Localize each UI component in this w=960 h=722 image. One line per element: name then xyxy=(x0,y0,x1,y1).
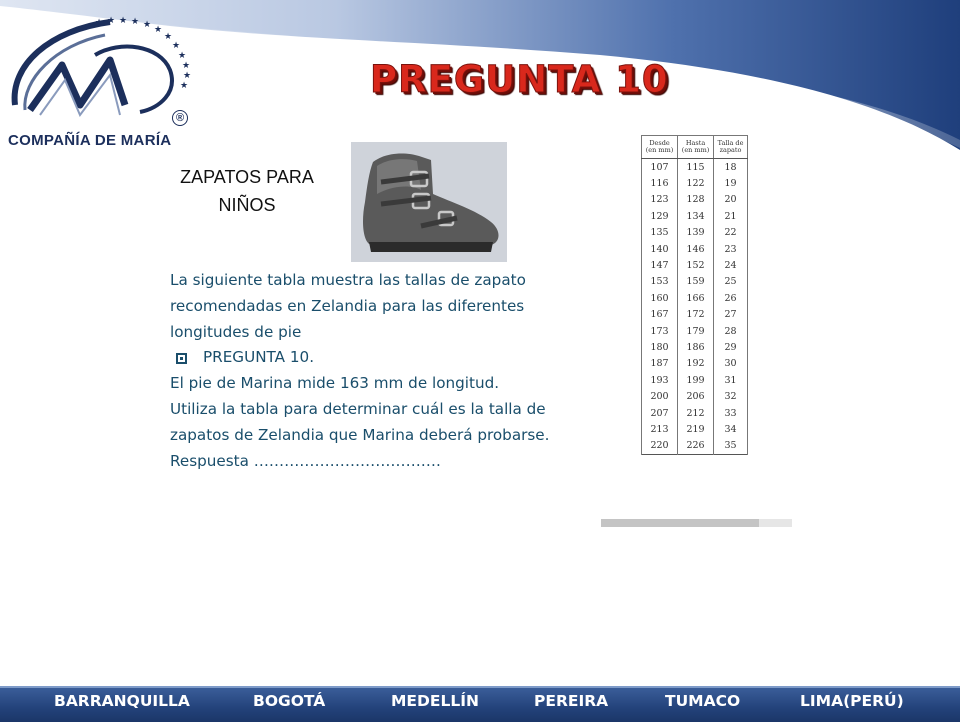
cell-talla: 23 xyxy=(714,241,748,257)
svg-text:★: ★ xyxy=(178,51,187,61)
table-row xyxy=(642,274,748,290)
svg-text:★: ★ xyxy=(119,16,128,26)
boot-icon xyxy=(351,142,507,262)
table-row xyxy=(642,421,748,437)
scrollbar-thumb[interactable] xyxy=(601,519,759,527)
cell-desde: 160 xyxy=(642,290,678,306)
cell-talla: 19 xyxy=(714,175,748,191)
svg-text:★: ★ xyxy=(107,16,116,26)
cell-desde: 220 xyxy=(642,438,678,455)
table-row xyxy=(642,257,748,273)
cell-hasta: 179 xyxy=(678,323,714,339)
cell-desde: 140 xyxy=(642,241,678,257)
answer-line: Respuesta ………………………………. xyxy=(170,451,441,470)
svg-text:★: ★ xyxy=(131,17,140,27)
city-tumaco: TUMACO xyxy=(665,692,741,710)
question-line-2: Utiliza la tabla para determinar cuál es la talla de zapatos de Zelandia que Marina deberá probarse. xyxy=(170,399,550,444)
cell-talla: 32 xyxy=(714,388,748,404)
subtitle-line-1: ZAPATOS PARA xyxy=(180,167,314,187)
city-pereira: PEREIRA xyxy=(534,692,609,710)
question-line-1: El pie de Marina mide 163 mm de longitud. xyxy=(170,374,500,393)
header-desde-line1: Desde xyxy=(649,139,670,147)
header-desde xyxy=(642,136,678,159)
table-header-row xyxy=(642,136,748,159)
cell-talla: 31 xyxy=(714,372,748,388)
cell-hasta: 192 xyxy=(678,356,714,372)
cell-desde: 135 xyxy=(642,225,678,241)
cell-desde: 207 xyxy=(642,405,678,421)
table-row xyxy=(642,388,748,404)
table-row xyxy=(642,175,748,191)
header-talla-line1: Talla de xyxy=(717,139,744,147)
cell-talla: 20 xyxy=(714,192,748,208)
bullet-item xyxy=(170,345,598,371)
cell-hasta: 128 xyxy=(678,192,714,208)
table-row xyxy=(642,372,748,388)
table-row xyxy=(642,339,748,355)
table-row xyxy=(642,241,748,257)
bullet-label: PREGUNTA 10. xyxy=(203,348,315,367)
checkbox-bullet-icon xyxy=(176,353,187,364)
city-lima: LIMA(PERÚ) xyxy=(800,692,904,710)
cell-desde: 173 xyxy=(642,323,678,339)
table-row xyxy=(642,192,748,208)
svg-text:★: ★ xyxy=(154,25,163,35)
table-row xyxy=(642,225,748,241)
logo-text: COMPAÑÍA DE MARÍA xyxy=(8,132,172,149)
cell-hasta: 159 xyxy=(678,274,714,290)
cell-talla: 29 xyxy=(714,339,748,355)
table-row xyxy=(642,323,748,339)
cell-desde: 147 xyxy=(642,257,678,273)
city-bogota: BOGOTÁ xyxy=(253,692,326,710)
subtitle-line-2: NIÑOS xyxy=(218,195,276,215)
cell-hasta: 186 xyxy=(678,339,714,355)
cell-desde: 123 xyxy=(642,192,678,208)
cell-desde: 107 xyxy=(642,159,678,176)
cell-hasta: 115 xyxy=(678,159,714,176)
city-medellin: MEDELLÍN xyxy=(391,692,479,710)
cell-hasta: 219 xyxy=(678,421,714,437)
cell-hasta: 166 xyxy=(678,290,714,306)
svg-text:★: ★ xyxy=(172,41,181,51)
subtitle xyxy=(172,163,322,219)
cell-talla: 24 xyxy=(714,257,748,273)
question-text xyxy=(170,268,598,474)
header-hasta xyxy=(678,136,714,159)
cell-hasta: 134 xyxy=(678,208,714,224)
cell-desde: 200 xyxy=(642,388,678,404)
cell-desde: 129 xyxy=(642,208,678,224)
svg-text:★: ★ xyxy=(180,81,189,91)
horizontal-scrollbar[interactable] xyxy=(601,519,792,527)
cell-talla: 35 xyxy=(714,438,748,455)
cell-talla: 26 xyxy=(714,290,748,306)
cell-hasta: 206 xyxy=(678,388,714,404)
table-row xyxy=(642,290,748,306)
intro-text: La siguiente tabla muestra las tallas de zapato recomendadas en Zelandia para las diferentes longitudes de pie xyxy=(170,271,526,341)
table-row xyxy=(642,356,748,372)
cell-talla: 30 xyxy=(714,356,748,372)
size-table-panel xyxy=(601,103,792,527)
svg-text:★: ★ xyxy=(182,61,191,71)
cell-hasta: 172 xyxy=(678,307,714,323)
cell-desde: 187 xyxy=(642,356,678,372)
cell-desde: 116 xyxy=(642,175,678,191)
size-table xyxy=(641,135,748,455)
cell-talla: 22 xyxy=(714,225,748,241)
header-desde-line2: (en mm) xyxy=(645,146,674,154)
cell-talla: 18 xyxy=(714,159,748,176)
cell-talla: 28 xyxy=(714,323,748,339)
cell-hasta: 226 xyxy=(678,438,714,455)
cell-talla: 33 xyxy=(714,405,748,421)
table-row xyxy=(642,208,748,224)
cell-hasta: 139 xyxy=(678,225,714,241)
cell-talla: 25 xyxy=(714,274,748,290)
cell-hasta: 122 xyxy=(678,175,714,191)
cell-hasta: 152 xyxy=(678,257,714,273)
table-row xyxy=(642,405,748,421)
header-hasta-line1: Hasta xyxy=(685,139,706,147)
city-barranquilla: BARRANQUILLA xyxy=(54,692,190,710)
cell-desde: 180 xyxy=(642,339,678,355)
page-title: PREGUNTA 10 xyxy=(370,58,669,101)
table-row xyxy=(642,307,748,323)
header-talla-line2: zapato xyxy=(719,146,742,154)
cell-talla: 34 xyxy=(714,421,748,437)
registered-mark: ® xyxy=(172,110,188,126)
cell-desde: 193 xyxy=(642,372,678,388)
table-row xyxy=(642,438,748,455)
svg-text:★: ★ xyxy=(164,32,173,42)
cell-talla: 27 xyxy=(714,307,748,323)
child-boot-photo xyxy=(351,142,507,262)
cell-talla: 21 xyxy=(714,208,748,224)
cell-hasta: 212 xyxy=(678,405,714,421)
size-table-body xyxy=(642,159,748,455)
svg-text:★: ★ xyxy=(143,20,152,30)
header-hasta-line2: (en mm) xyxy=(681,146,710,154)
table-row xyxy=(642,159,748,176)
svg-text:★: ★ xyxy=(95,18,104,28)
header-talla xyxy=(714,136,748,159)
cell-desde: 153 xyxy=(642,274,678,290)
cell-hasta: 146 xyxy=(678,241,714,257)
svg-text:★: ★ xyxy=(183,71,192,81)
cell-desde: 213 xyxy=(642,421,678,437)
cell-desde: 167 xyxy=(642,307,678,323)
cell-hasta: 199 xyxy=(678,372,714,388)
